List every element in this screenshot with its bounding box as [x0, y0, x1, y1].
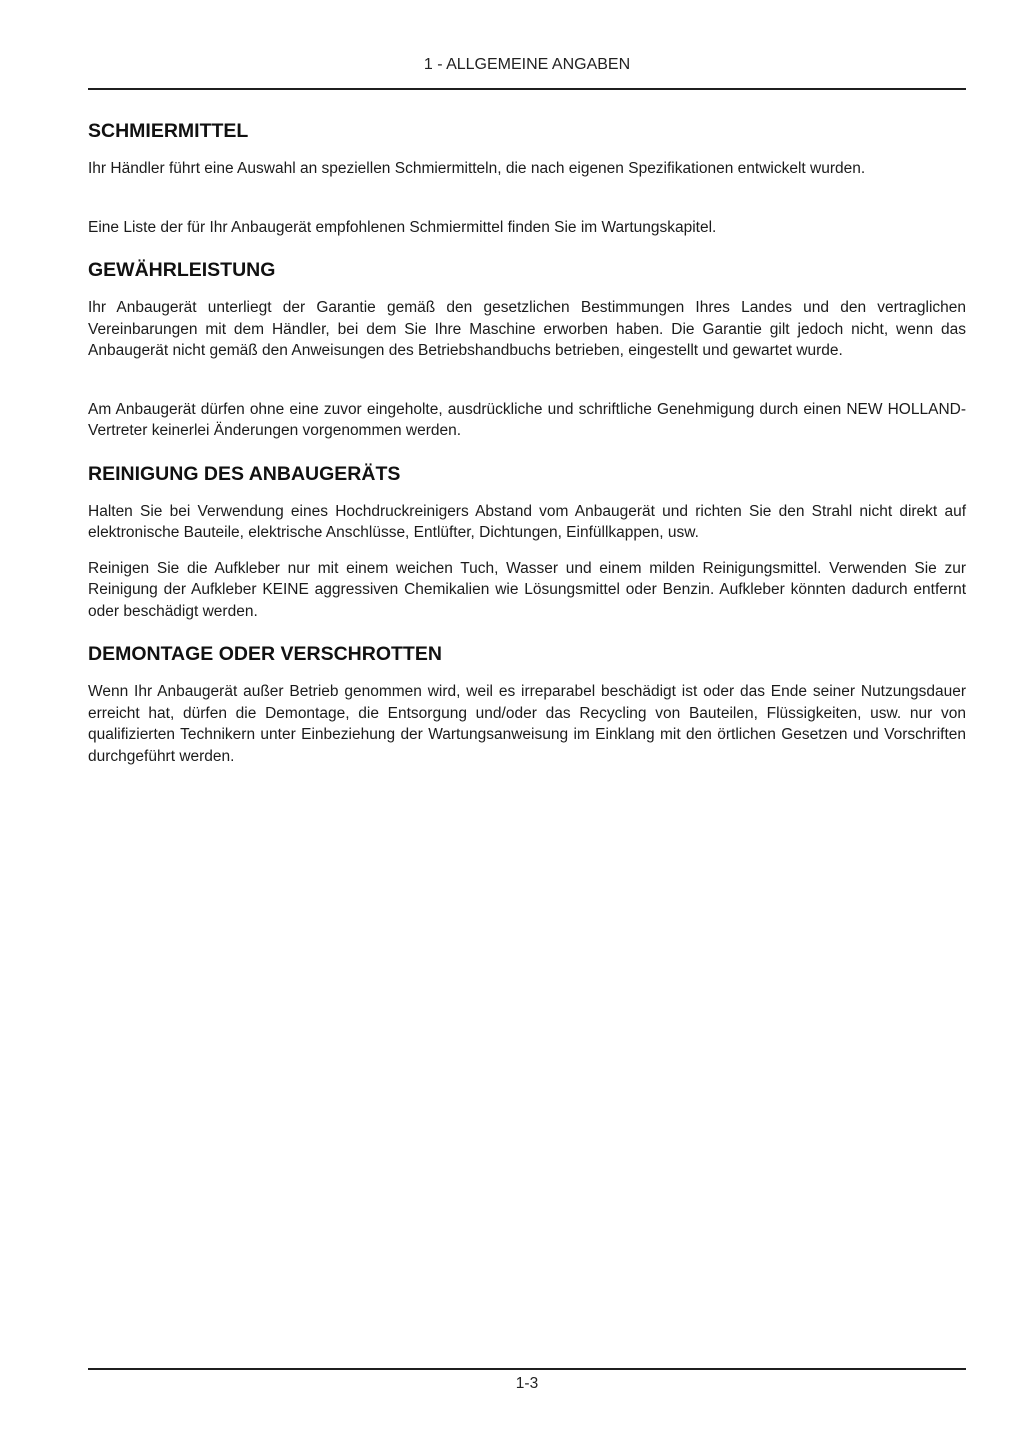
section-title-gewaehrleistung: GEWÄHRLEISTUNG [88, 259, 276, 281]
paragraph: Ihr Anbaugerät unterliegt der Garantie gemäß den gesetzlichen Bestimmungen Ihres Landes und den vertraglichen Vereinbarungen mit dem Händler, bei dem Sie Ihre Maschine erworben haben. Die Garantie gilt jedoch nicht, wenn das Anbaugerät nicht gemäß den Anweisungen des Betriebshandbuchs betrieben, eingestellt und gewartet wurde. [88, 299, 966, 359]
page-number: 1-3 [515, 1375, 539, 1392]
paragraph: Reinigen Sie die Aufkleber nur mit einem weichen Tuch, Wasser und einem milden Reinigungsmittel. Verwenden Sie zur Reinigung der Aufkleber KEINE aggressiven Chemikalien wie Lösungsmittel oder Benzin. Aufkleber könnten dadurch entfernt oder beschädigt werden. [88, 559, 966, 620]
paragraph: Halten Sie bei Verwendung eines Hochdruckreinigers Abstand vom Anbaugerät und richten Sie den Strahl nicht direkt auf elektronische Bauteile, elektrische Anschlüsse, Entlüfter, Dichtungen, Einfüllkappen, usw. [88, 502, 966, 541]
paragraph: Am Anbaugerät dürfen ohne eine zuvor eingeholte, ausdrückliche und schriftliche Genehmigung durch einen NEW HOLLAND-Vertreter keinerlei Änderungen vorgenommen werden. [88, 400, 966, 439]
page-footer [88, 1368, 966, 1394]
chapter-header-title: 1 - ALLGEMEINE ANGABEN [423, 56, 631, 73]
section-title-reinigung: REINIGUNG DES ANBAUGERÄTS [88, 462, 401, 485]
section-title-demontage: DEMONTAGE ODER VERSCHROTTEN [88, 643, 442, 665]
paragraph: Ihr Händler führt eine Auswahl an speziellen Schmiermitteln, die nach eigenen Spezifikationen entwickelt wurden. [88, 160, 866, 177]
section-title-schmiermittel: SCHMIERMITTEL [88, 120, 249, 142]
running-header [88, 55, 966, 75]
page-content [88, 55, 966, 767]
paragraph: Wenn Ihr Anbaugerät außer Betrieb genommen wird, weil es irreparabel beschädigt ist oder das Ende seiner Nutzungsdauer erreicht hat, dürfen die Demontage, die Entsorgung und/oder das Recycling von Bauteilen, Flüssigkeiten, usw. nur von qualifizierten Technikern unter Einbeziehung der Wartungsanweisung im Einklang mit den örtlichen Gesetzen und Vorschriften durchgeführt werden. [88, 683, 966, 765]
header-rule [88, 88, 966, 90]
paragraph: Eine Liste der für Ihr Anbaugerät empfohlenen Schmiermittel finden Sie im Wartungskapitel. [88, 218, 717, 236]
